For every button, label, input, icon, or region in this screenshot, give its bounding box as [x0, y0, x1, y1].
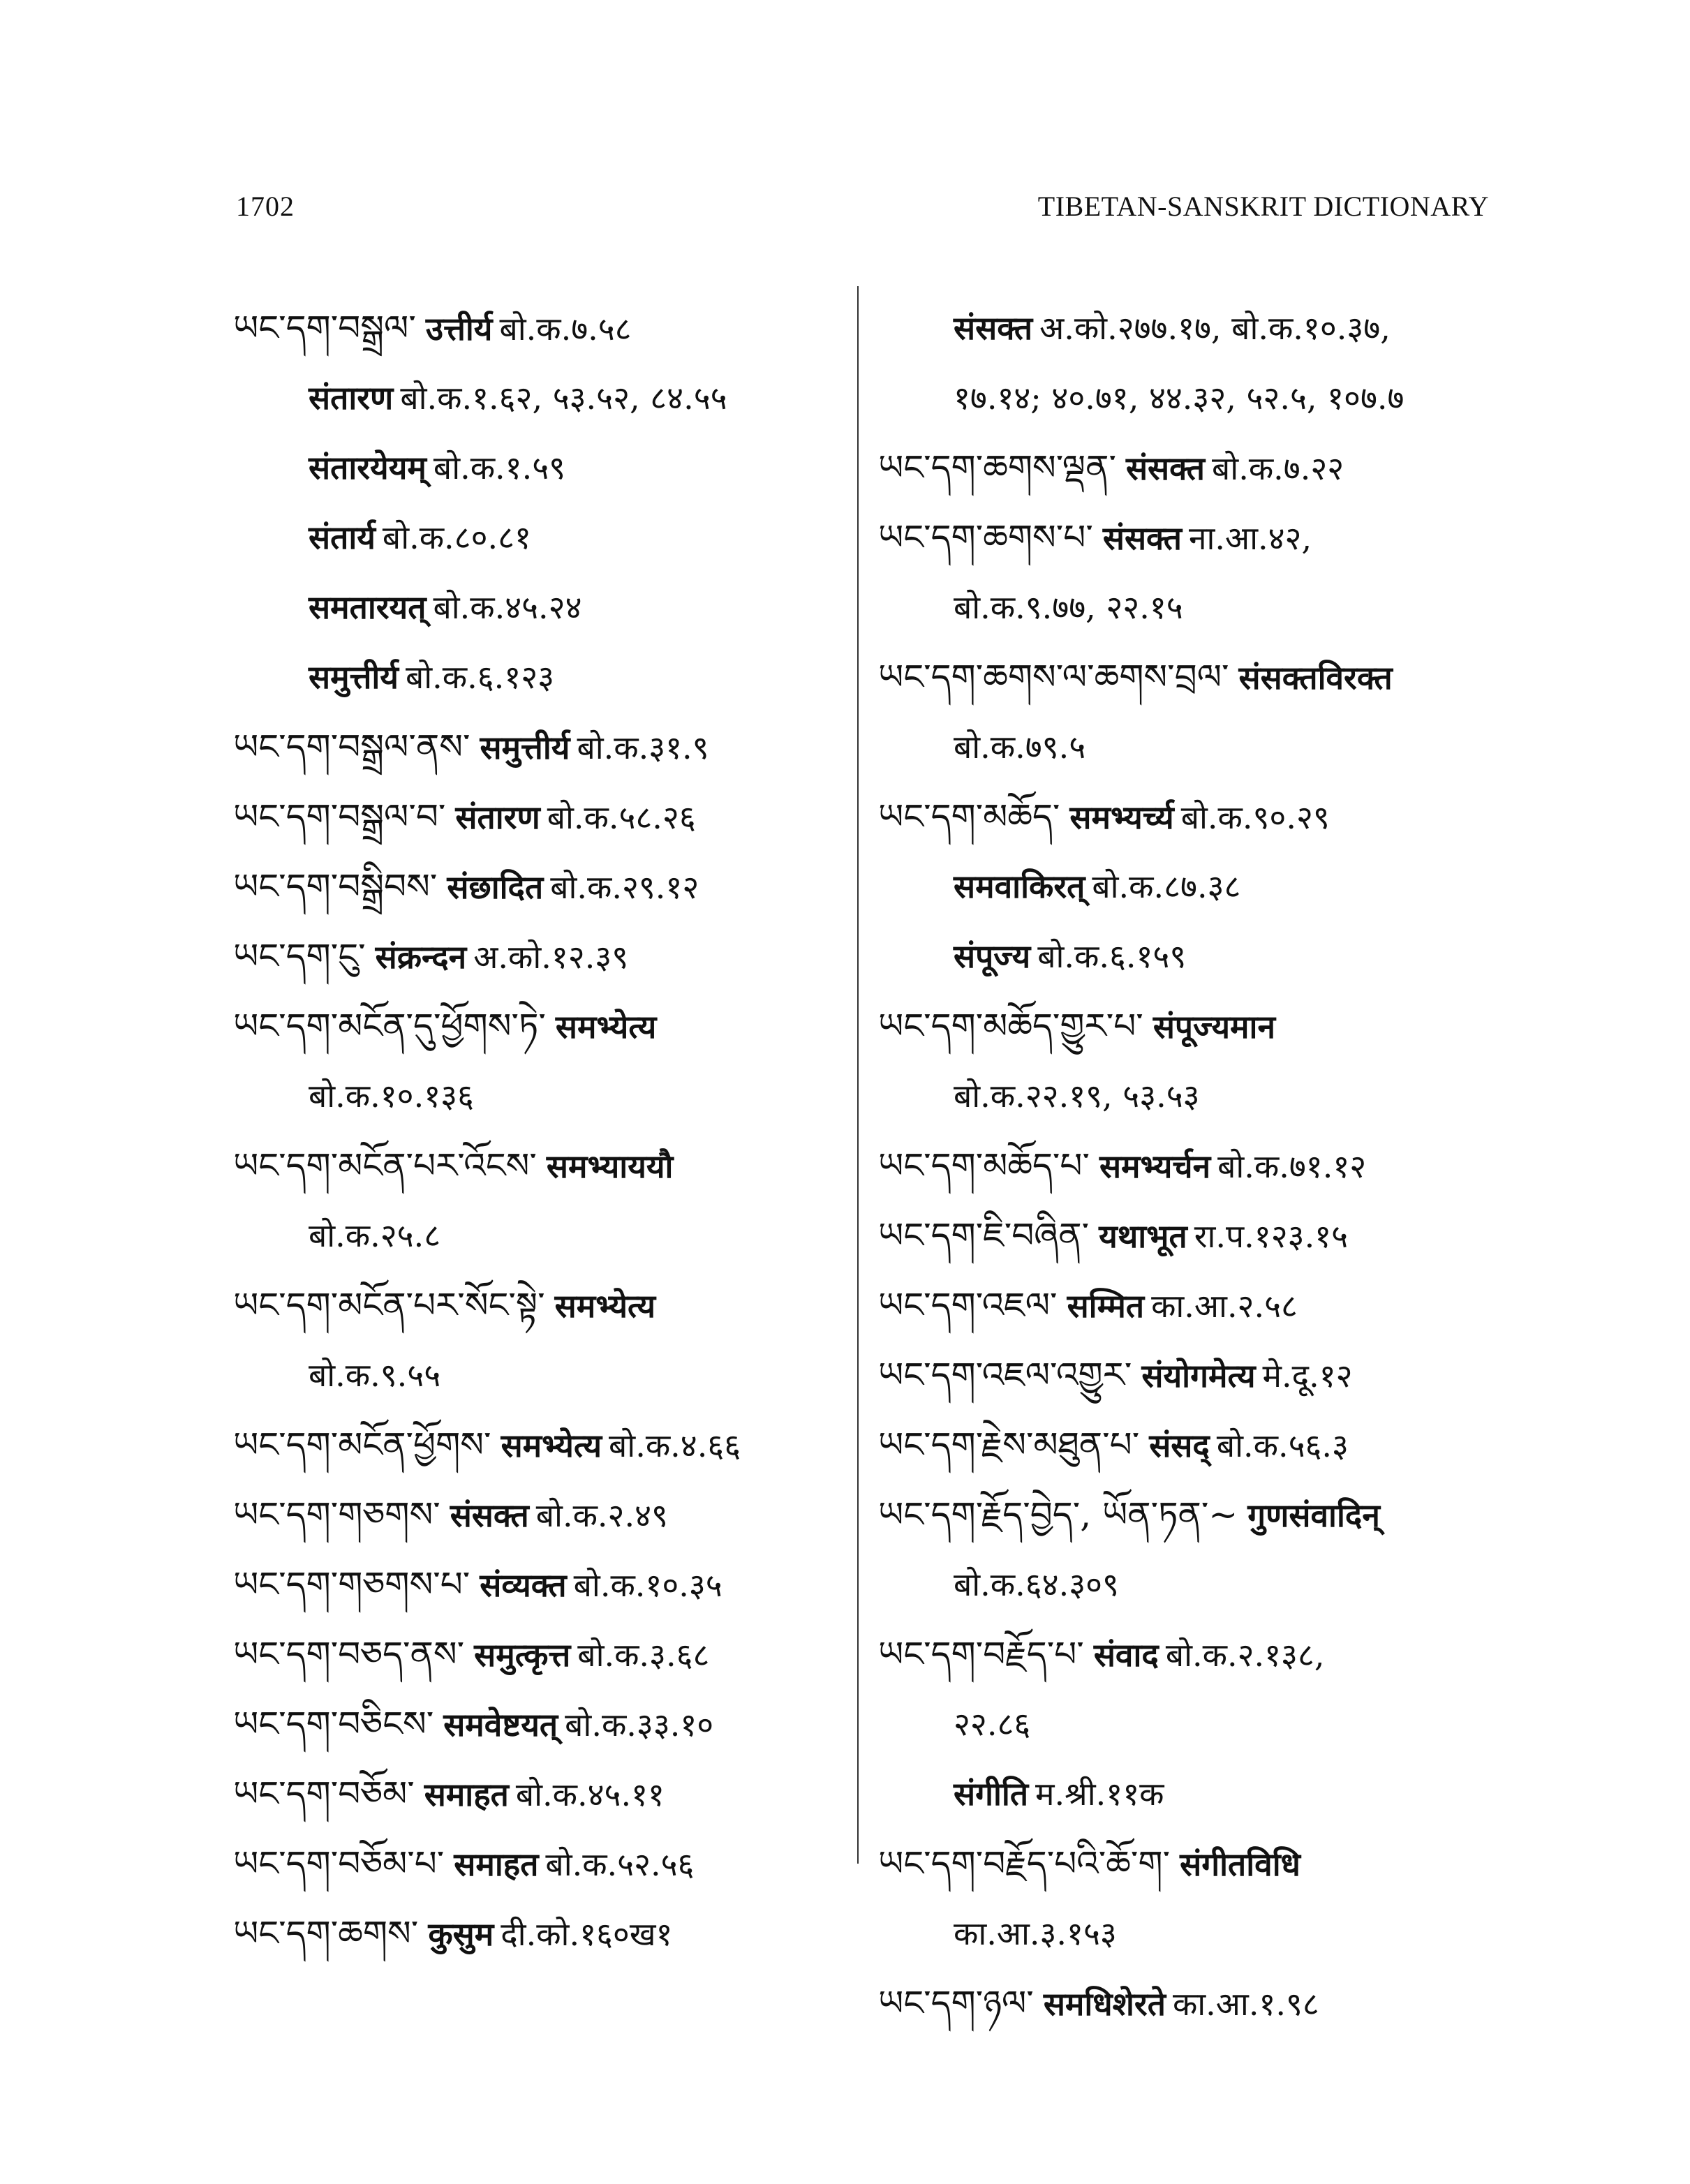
dictionary-entry-line: [233, 1131, 833, 1201]
dictionary-entry-line: [878, 1131, 1492, 1201]
source-reference: बो.क.४५.११: [515, 1776, 665, 1813]
source-reference: बो.क.४५.२४: [433, 588, 582, 626]
sanskrit-equivalent: संतार्य: [309, 519, 376, 556]
source-reference: बो.क.६४.३०९: [954, 1566, 1119, 1603]
sanskrit-equivalent: समवाकिरत्: [954, 868, 1085, 905]
sanskrit-equivalent: समुत्कृत्त: [474, 1636, 571, 1674]
sanskrit-equivalent: समवेष्टयत्: [443, 1706, 558, 1744]
source-reference: बो.क.५८.२६: [547, 798, 696, 836]
tibetan-headword: ཡང་དག་རྗེས་མཐུན་པ་: [878, 1425, 1140, 1465]
column-divider: [857, 286, 859, 1864]
sanskrit-equivalent: समभ्याययौ: [546, 1147, 674, 1185]
tibetan-headword: ཡང་དག་མཆོད་པ་: [878, 1145, 1090, 1186]
sanskrit-equivalent: संतारयेयम्: [309, 449, 427, 486]
tibetan-headword: ཡང་དག་མངོན་ཕྱོགས་: [233, 1425, 491, 1465]
sanskrit-equivalent: समुत्तीर्य: [309, 658, 399, 696]
source-reference: रा.प.१२३.१५: [1194, 1217, 1349, 1255]
sanskrit-equivalent: संसक्त: [450, 1496, 529, 1534]
dictionary-entry-line: [233, 1270, 833, 1340]
sanskrit-equivalent: संव्यक्त: [480, 1566, 567, 1604]
source-reference: म.श्री.११क: [1035, 1775, 1164, 1813]
source-reference: बो.क.६.१५९: [1037, 937, 1187, 975]
source-reference: का.आ.२.५८: [1151, 1287, 1298, 1325]
source-reference: अ.को.१२.३९: [473, 938, 629, 976]
sanskrit-equivalent: सम्मित: [1067, 1287, 1145, 1325]
source-reference: बो.क.९.५५: [309, 1356, 441, 1394]
dictionary-entry-line: [878, 782, 1492, 852]
sanskrit-equivalent: समाहत: [454, 1845, 539, 1883]
sanskrit-equivalent: संवाद: [1093, 1636, 1159, 1674]
dictionary-entry-line: [233, 1340, 833, 1410]
tibetan-headword: ཡང་དག་བཅོམ་པ་: [233, 1843, 445, 1884]
tibetan-headword: ཡང་དག་ཆགས་: [233, 1913, 419, 1954]
source-reference: बो.क.८७.३८: [1092, 868, 1241, 905]
dictionary-entry-line: [878, 1619, 1492, 1689]
dictionary-entry-line: [233, 1061, 833, 1131]
sanskrit-equivalent: कुसुम: [428, 1915, 494, 1953]
dictionary-entry-line: [878, 572, 1492, 642]
dictionary-entry-line: [233, 503, 833, 572]
source-reference: बो.क.१०.३५: [573, 1566, 722, 1604]
tibetan-headword: ཡང་དག་མངོན་པར་འོངས་: [233, 1145, 537, 1186]
tibetan-headword: ཡང་དག་མངོན་པར་སོང་སྟེ་: [233, 1285, 545, 1325]
source-reference: बो.क.२.१३८,: [1165, 1636, 1325, 1674]
sanskrit-equivalent: उत्तीर्य: [425, 310, 493, 348]
sanskrit-equivalent: समभ्यर्चन: [1099, 1147, 1211, 1185]
dictionary-entry-line: [878, 1899, 1492, 1968]
tibetan-headword: ཡང་དག་ཆགས་པ་: [878, 517, 1093, 558]
dictionary-entry-line: [233, 1829, 833, 1899]
sanskrit-equivalent: संतारण: [455, 798, 540, 836]
tibetan-headword: ཡང་དག་གཅགས་: [233, 1494, 440, 1535]
tibetan-headword: ཡང་དག་བཅོམ་: [233, 1774, 415, 1814]
tibetan-headword: ཡང་དག་བསྒྲིབས་: [233, 866, 438, 907]
dictionary-entry-line: [878, 1340, 1492, 1410]
source-reference: ना.आ.४२,: [1188, 519, 1312, 557]
dictionary-entry-line: [878, 1201, 1492, 1270]
sanskrit-equivalent: संसक्तविरक्त: [1238, 659, 1393, 697]
dictionary-entry-line: [233, 642, 833, 712]
tibetan-headword: ཡང་དག་འཇལ་འགྱུར་: [878, 1355, 1132, 1395]
dictionary-entry-line: [878, 1410, 1492, 1480]
sanskrit-equivalent: समभ्यर्च्य: [1069, 798, 1174, 836]
dictionary-entry-line: [233, 1410, 833, 1480]
sanskrit-equivalent: समुत्तीर्य: [480, 729, 570, 766]
sanskrit-equivalent: संगीति: [954, 1775, 1029, 1813]
sanskrit-equivalent: संछादित: [447, 868, 544, 906]
dictionary-entry-line: [233, 1689, 833, 1759]
sanskrit-equivalent: गुणसंवादिन्: [1247, 1496, 1380, 1534]
source-reference: बो.क.७९.५: [954, 728, 1086, 766]
dictionary-entry-line: [878, 433, 1492, 503]
dictionary-entry-line: [233, 363, 833, 433]
dictionary-entry-line: [233, 1899, 833, 1968]
source-reference: बो.क.७१.१२: [1217, 1147, 1367, 1185]
source-reference: २२.८६: [954, 1705, 1031, 1743]
dictionary-entry-line: [233, 852, 833, 921]
dictionary-entry-line: [878, 1061, 1492, 1131]
dictionary-entry-line: [233, 712, 833, 782]
dictionary-entry-line: [233, 1480, 833, 1550]
dictionary-entry-line: [878, 503, 1492, 572]
dictionary-entry-line: [878, 991, 1492, 1061]
tibetan-headword: ཡང་དག་བསྒྲལ་བ་: [233, 796, 446, 837]
source-reference: बो.क.१०.१३६: [309, 1077, 474, 1115]
sanskrit-equivalent: संसद्: [1149, 1427, 1210, 1464]
dictionary-entry-line: [233, 433, 833, 503]
dictionary-entry-line: [878, 293, 1492, 363]
tibetan-headword: ཡང་དག་བསྒྲལ་: [233, 308, 416, 348]
tibetan-headword: ཡང་དག་གཅགས་པ་: [233, 1564, 470, 1605]
sanskrit-equivalent: संसक्त: [1102, 519, 1182, 557]
dictionary-entry-line: [233, 293, 833, 363]
right-column: [878, 293, 1492, 2038]
source-reference: बो.क.९०.२९: [1180, 798, 1330, 836]
sanskrit-equivalent: संयोगमेत्य: [1141, 1357, 1256, 1395]
sanskrit-equivalent: संसक्त: [954, 309, 1033, 347]
source-reference: १७.१४; ४०.७१, ४४.३२, ५२.५, १०७.७: [954, 379, 1404, 417]
source-reference: मे.दू.१२: [1262, 1357, 1353, 1395]
page-number: 1702: [236, 191, 295, 222]
dictionary-entry-line: [233, 1550, 833, 1619]
source-reference: बो.क.३३.१०: [565, 1706, 714, 1744]
tibetan-headword: ཡང་དག་འཇལ་: [878, 1285, 1058, 1325]
source-reference: बो.क.९.७७, २२.१५: [954, 588, 1183, 626]
dictionary-entry-line: [233, 1619, 833, 1689]
source-reference: बो.क.३.६८: [577, 1636, 710, 1674]
tibetan-headword: ཡང་དག་བཅིངས་: [233, 1704, 434, 1744]
sanskrit-equivalent: संपूज्यमान: [1152, 1008, 1275, 1046]
sanskrit-equivalent: समभ्येत्य: [555, 1008, 657, 1046]
dictionary-entry-line: [878, 642, 1492, 712]
dictionary-entry-line: [233, 991, 833, 1061]
sanskrit-equivalent: संपूज्य: [954, 937, 1031, 975]
tibetan-headword: ཡང་དག་ཇི་བཞིན་: [878, 1215, 1090, 1256]
tibetan-headword: ཡང་དག་མཆོད་: [878, 796, 1060, 837]
dictionary-entry-line: [233, 1201, 833, 1270]
tibetan-headword: ཡང་དག་བརྗོད་པ་: [878, 1634, 1084, 1674]
dictionary-entry-line: [233, 1759, 833, 1829]
dictionary-entry-line: [878, 1829, 1492, 1899]
dictionary-entry-line: [878, 852, 1492, 921]
tibetan-headword: ཡང་དག་བསྒྲལ་ནས་: [233, 727, 470, 767]
tibetan-headword: ཡང་དག་བརྗོད་པའི་ཆོ་ག་: [878, 1843, 1171, 1884]
tibetan-headword: ཡང་དག་ཆགས་ལྡན་: [878, 447, 1116, 488]
source-reference: बो.क.६.१२३: [405, 658, 555, 696]
sanskrit-equivalent: समाहत: [424, 1776, 509, 1813]
dictionary-entry-line: [878, 1550, 1492, 1619]
dictionary-entry-line: [233, 782, 833, 852]
source-reference: का.आ.१.९८: [1172, 1985, 1319, 2023]
source-reference: बो.क.८०.८१: [382, 519, 531, 556]
source-reference: बो.क.५६.३: [1216, 1427, 1349, 1464]
sanskrit-equivalent: समधिशेरते: [1043, 1985, 1166, 2023]
source-reference: बो.क.५२.५६: [545, 1845, 695, 1883]
sanskrit-equivalent: संक्रन्दन: [375, 938, 467, 976]
tibetan-headword: ཡང་དག་ངུ་: [233, 936, 366, 976]
tibetan-headword: ཡང་དག་བཅད་ནས་: [233, 1634, 465, 1674]
tibetan-headword: ཡང་དག་ཉལ་: [878, 1983, 1034, 2023]
source-reference: बो.क.२.४९: [535, 1496, 668, 1534]
source-reference: बो.क.१.५९: [433, 449, 566, 486]
dictionary-entry-line: [878, 1270, 1492, 1340]
dictionary-entry-line: [878, 1480, 1492, 1550]
source-reference: का.आ.३.१५३: [954, 1915, 1117, 1952]
source-reference: अ.को.२७७.१७, बो.क.१०.३७,: [1039, 309, 1391, 347]
source-reference: बो.क.२९.१२: [550, 868, 699, 906]
sanskrit-equivalent: यथाभूत: [1099, 1217, 1187, 1255]
dictionary-entry-line: [878, 712, 1492, 782]
tibetan-headword: ཡང་དག་མངོན་དུ་ཕྱོགས་ཏེ་: [233, 1006, 546, 1046]
dictionary-entry-line: [233, 921, 833, 991]
sanskrit-equivalent: संतारण: [309, 379, 394, 417]
source-reference: दी.को.१६०ख१: [501, 1915, 673, 1953]
running-head: TIBETAN-SANSKRIT DICTIONARY: [1037, 191, 1489, 222]
dictionary-entry-line: [878, 1759, 1492, 1829]
dictionary-entry-line: [878, 363, 1492, 433]
sanskrit-equivalent: संगीतविधि: [1180, 1845, 1300, 1883]
source-reference: बो.क.२५.८: [309, 1217, 441, 1254]
sanskrit-equivalent: समभ्येत्य: [501, 1427, 602, 1464]
source-reference: बो.क.२२.१९, ५३.५३: [954, 1077, 1200, 1115]
dictionary-entry-line: [878, 921, 1492, 991]
source-reference: बो.क.४.६६: [609, 1427, 741, 1464]
left-column: [233, 293, 833, 1968]
tibetan-headword: ཡང་དག་ཆགས་ལ་ཆགས་བྲལ་: [878, 657, 1229, 697]
source-reference: बो.क.७.५८: [499, 310, 632, 348]
sanskrit-equivalent: संसक्त: [1125, 450, 1206, 487]
source-reference: बो.क.३१.९: [577, 729, 709, 766]
sanskrit-equivalent: समभ्येत्य: [554, 1287, 656, 1325]
dictionary-entry-line: [878, 1689, 1492, 1759]
sanskrit-equivalent: समतारयत्: [309, 588, 427, 626]
tibetan-headword: ཡང་དག་རྗོད་བྱེད་, ཡོན་ཏན་~: [878, 1494, 1238, 1535]
dictionary-entry-line: [878, 1968, 1492, 2038]
source-reference: बो.क.७.२२: [1212, 450, 1344, 487]
tibetan-headword: ཡང་དག་མཆོད་གྱུར་པ་: [878, 1006, 1143, 1046]
source-reference: बो.क.१.६२, ५३.५२, ८४.५५: [400, 379, 727, 417]
dictionary-entry-line: [233, 572, 833, 642]
